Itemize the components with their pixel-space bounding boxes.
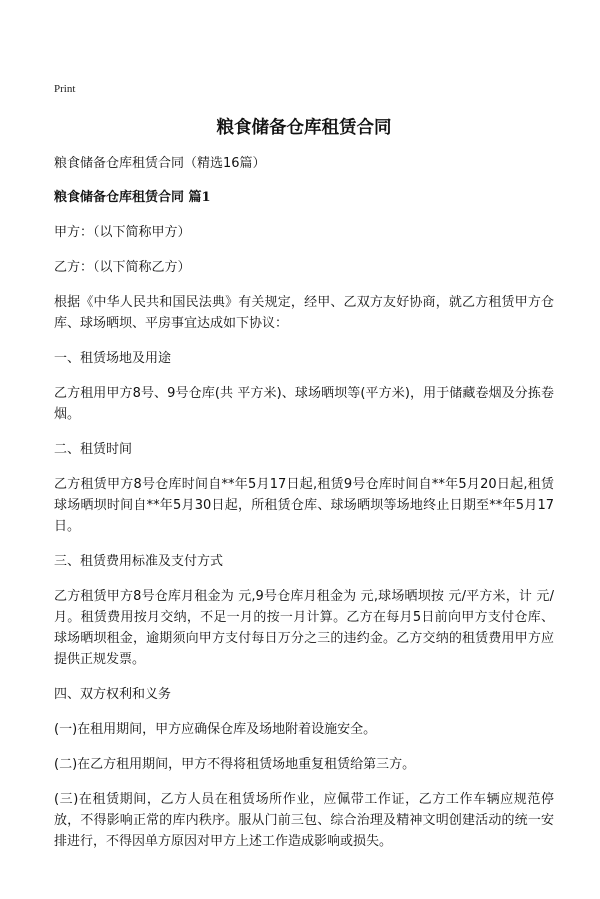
party-b-line: 乙方：（以下简称乙方） bbox=[54, 260, 191, 275]
section-heading: 粮食储备仓库租赁合同 篇1 bbox=[54, 190, 211, 205]
clause-paragraph-3: 乙方租赁甲方8号仓库月租金为 元,9号仓库月租金为 元,球场晒坝按 元/平方米，计 元/月。租赁费用按月交纳，不足一月的按一月计算。乙方在每月5日前向甲方支付仓库、球场晒坝租金，逾期须向甲方支付每日万分之三的违约金。乙方交纳的租赁费用甲方应提供正规发票。 bbox=[54, 589, 554, 667]
clause-paragraph-2: 乙方租赁甲方8号仓库时间自**年5月17日起,租赁9号仓库时间自**年5月20日起,租赁球场晒坝时间自**年5月30日起，所租赁仓库、球场晒坝等场地终止日期至**年5月17日。 bbox=[54, 477, 554, 534]
clause-heading-4: 四、双方权利和义务 bbox=[54, 687, 172, 702]
document-subtitle: 粮食储备仓库租赁合同（精选16篇） bbox=[54, 156, 266, 171]
clause-item-2: (二)在乙方租用期间，甲方不得将租赁场地重复租赁给第三方。 bbox=[54, 757, 416, 772]
document-body bbox=[54, 116, 554, 866]
clause-heading-1: 一、租赁场地及用途 bbox=[54, 351, 172, 366]
preamble-paragraph: 根据《中华人民共和国民法典》有关规定，经甲、乙双方友好协商，就乙方租赁甲方仓库、球场晒坝、平房事宜达成如下协议： bbox=[54, 295, 554, 331]
clause-item-1: (一)在租用期间，甲方应确保仓库及场地附着设施安全。 bbox=[54, 722, 377, 737]
clause-paragraph-1: 乙方租用甲方8号、9号仓库(共 平方米)、球场晒坝等(平方米)，用于储藏卷烟及分拣卷烟。 bbox=[54, 386, 554, 422]
document-title: 粮食储备仓库租赁合同 bbox=[216, 118, 392, 138]
clause-heading-2: 二、租赁时间 bbox=[54, 442, 133, 457]
clause-item-3: (三)在租赁期间，乙方人员在租赁场所作业，应佩带工作证，乙方工作车辆应规范停放，不得影响正常的库内秩序。服从门前三包、综合治理及精神文明创建活动的统一安排进行，不得因单方原因对甲方上述工作造成影响或损失。 bbox=[54, 792, 554, 849]
party-a-line: 甲方：（以下简称甲方） bbox=[54, 225, 191, 240]
clause-heading-3: 三、租赁费用标准及支付方式 bbox=[54, 554, 224, 569]
print-label: Print bbox=[54, 83, 76, 95]
